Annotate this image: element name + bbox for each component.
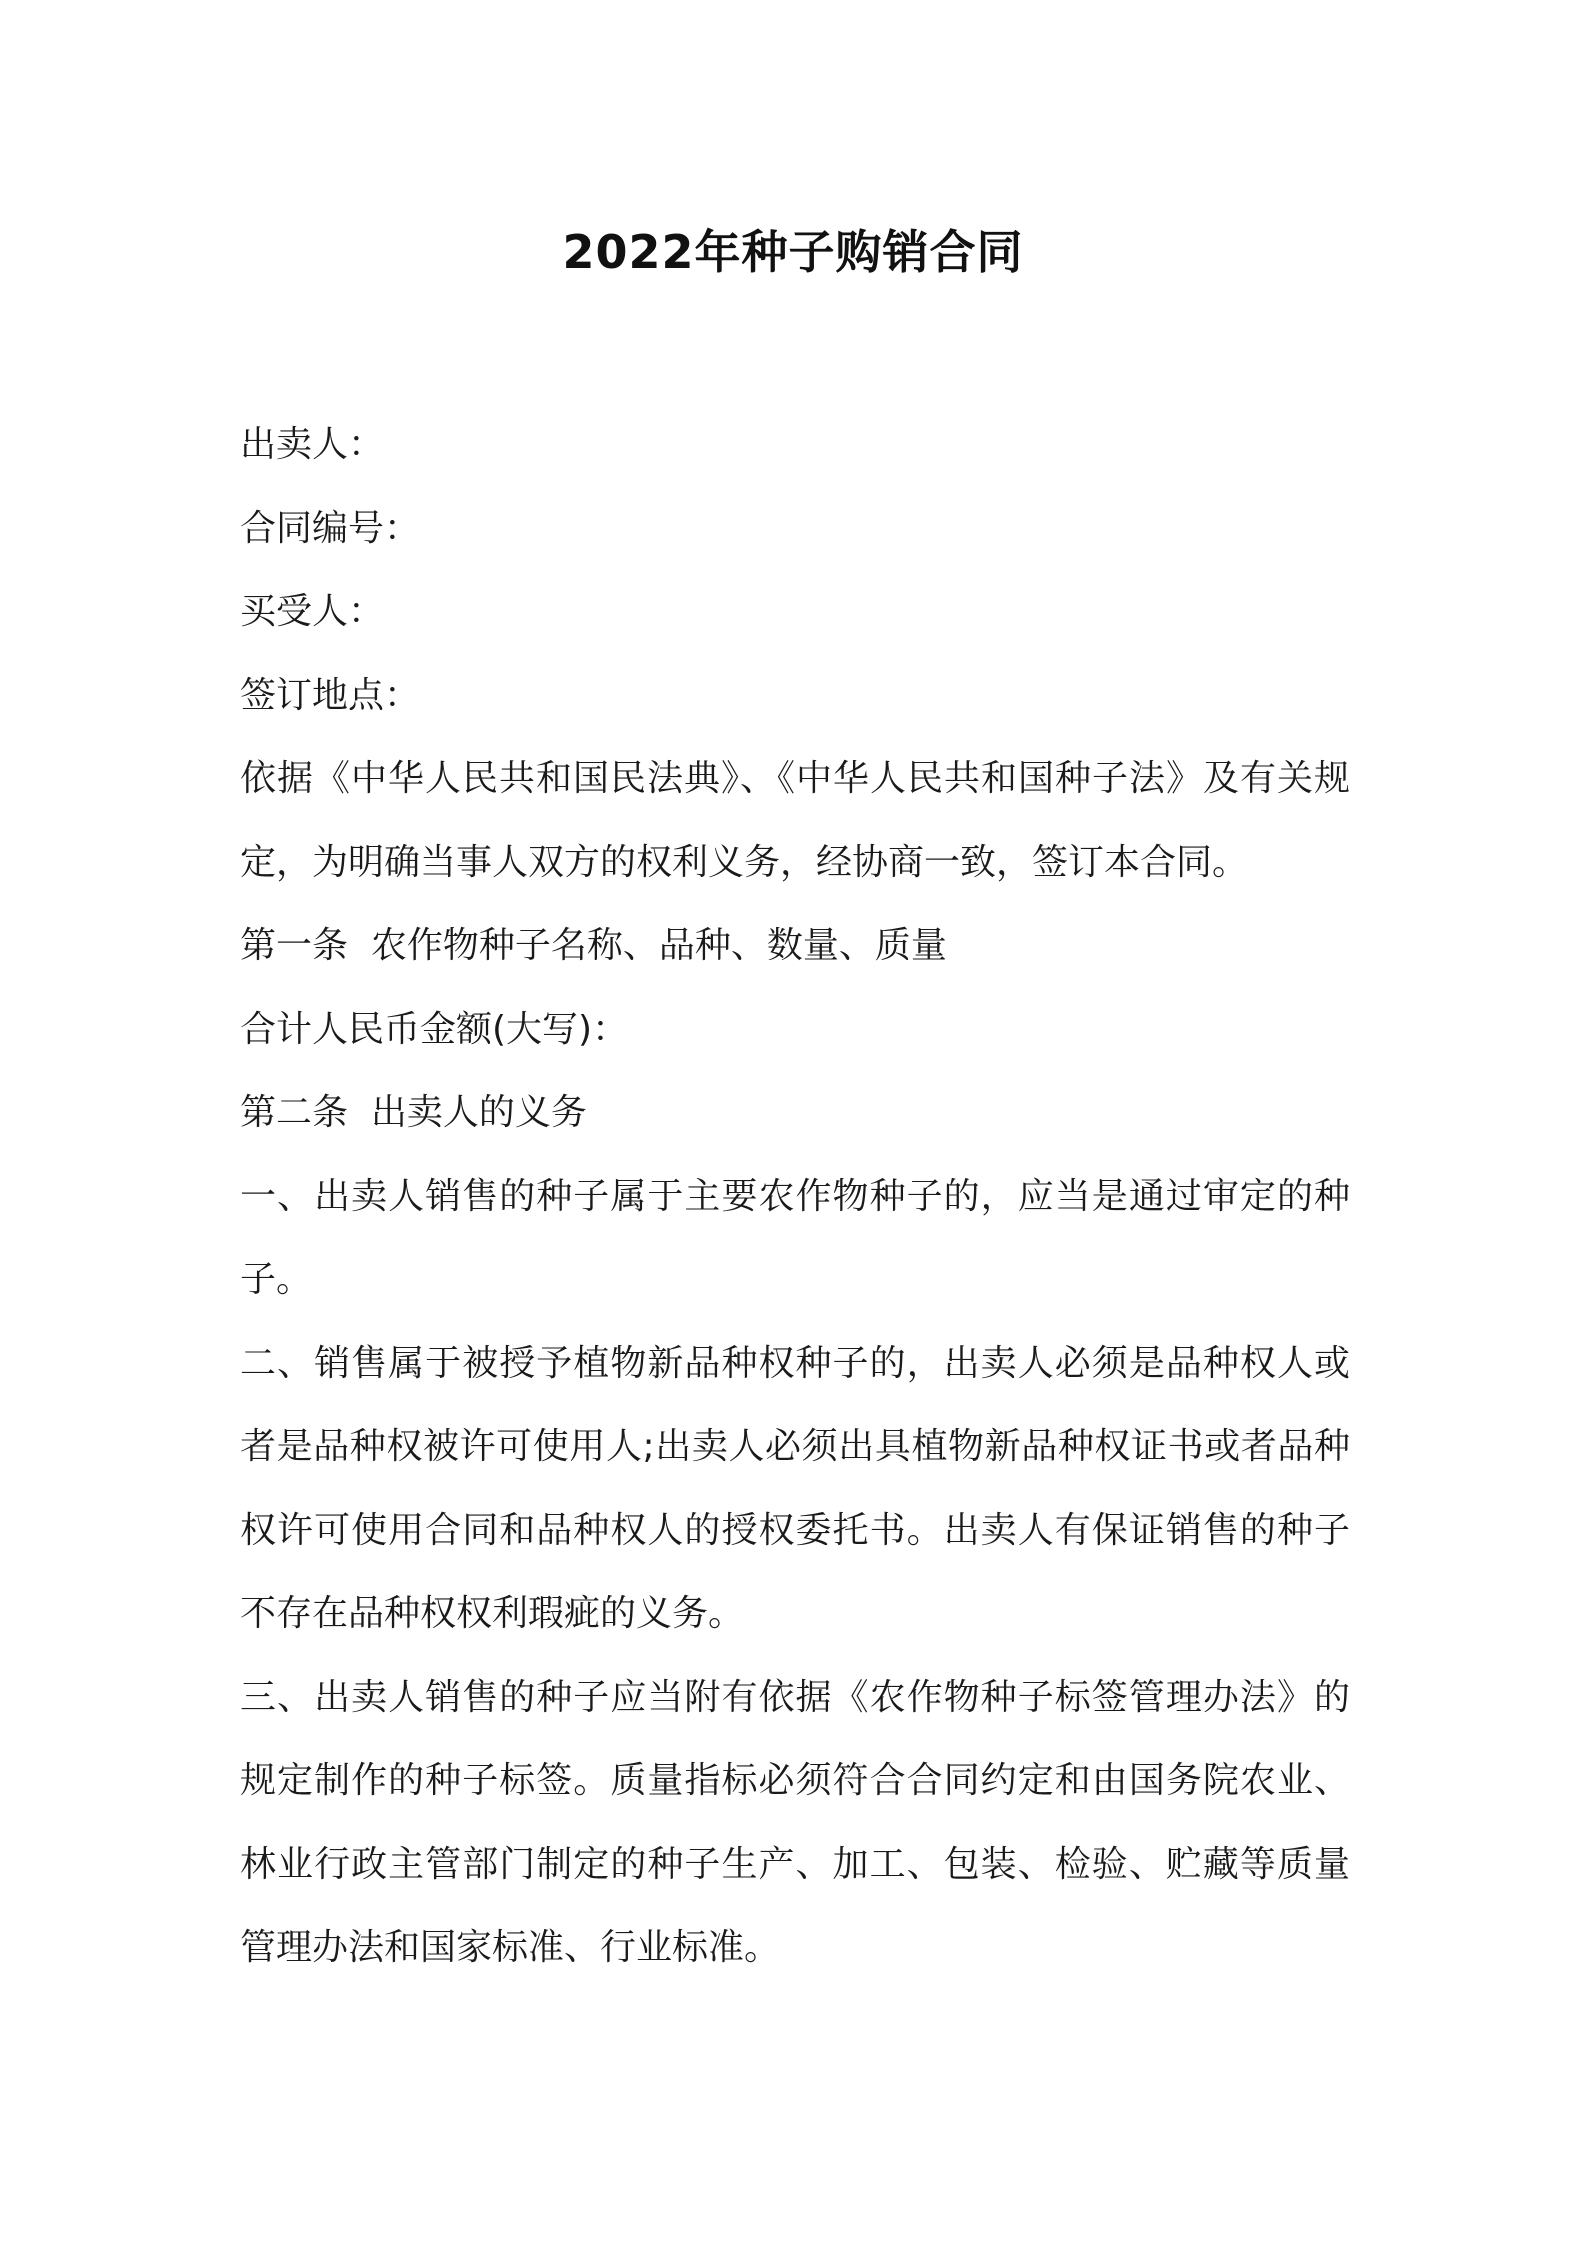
clause-1-paragraph: 一、出卖人销售的种子属于主要农作物种子的，应当是通过审定的种子。 [240,1175,1350,1300]
preamble-paragraph: 依据《中华人民共和国民法典》、《中华人民共和国种子法》及有关规定，为明确当事人双方的权利义务，经协商一致，签订本合同。 [240,758,1350,883]
seller-field-label: 出卖人： [240,424,385,465]
article-2-heading: 第二条 出卖人的义务 [240,1092,587,1133]
buyer-field-label: 买受人： [240,591,385,632]
clause-3-paragraph: 三、出卖人销售的种子应当附有依据《农作物种子标签管理办法》的规定制作的种子标签。质量指标必须符合合同约定和由国务院农业、林业行政主管部门制定的种子生产、加工、包装、检验、贮藏等质量管理办法和国家标准、行业标准。 [240,1676,1350,1968]
signing-place-field-label: 签订地点： [240,674,421,716]
clause-2-paragraph: 二、销售属于被授予植物新品种权种子的，出卖人必须是品种权人或者是品种权被许可使用人;出卖人必须出具植物新品种权证书或者品种权许可使用合同和品种权人的授权委托书。出卖人有保证销售的种子不存在品种权权利瑕疵的义务。 [240,1342,1350,1634]
total-amount-field-label: 合计人民币金额(大写)： [240,1008,629,1050]
document-body [240,403,1350,1990]
contract-number-field-label: 合同编号： [240,507,421,549]
document-title: 2022年种子购销合同 [562,225,1024,279]
article-1-heading: 第一条 农作物种子名称、品种、数量、质量 [240,925,947,966]
